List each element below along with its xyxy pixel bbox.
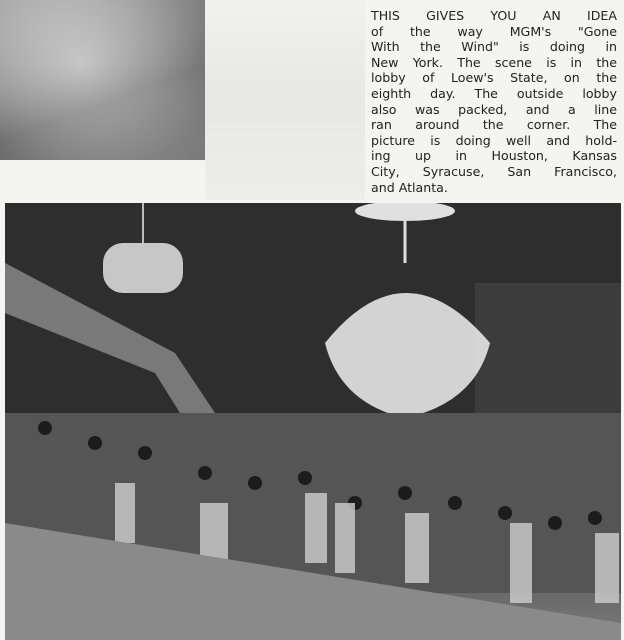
caption-line: ing up in Houston, Kansas xyxy=(371,148,617,164)
caption-line: also was packed, and a line xyxy=(371,101,617,117)
photo-caption xyxy=(371,8,617,195)
caption-line: of the way MGM's "Gone xyxy=(371,23,617,39)
caption-line: New York. The scene is in the xyxy=(371,54,617,70)
caption-line: With the Wind" is doing in xyxy=(371,39,617,55)
photo-illustration xyxy=(5,203,621,640)
caption-line: ran around the corner. The xyxy=(371,117,617,133)
top-left-photo-fragment xyxy=(0,0,205,160)
lobby-crowd-photo xyxy=(5,203,621,640)
show-through-print xyxy=(205,0,365,200)
caption-line: THIS GIVES YOU AN IDEA xyxy=(371,8,617,23)
caption-line: eighth day. The outside lobby xyxy=(371,85,617,101)
caption-line: picture is doing well and hold- xyxy=(371,132,617,148)
caption-line: lobby of Loew's State, on the xyxy=(371,70,617,86)
caption-line: City, Syracuse, San Francisco, xyxy=(371,163,617,179)
caption-line: and Atlanta. xyxy=(371,179,448,195)
